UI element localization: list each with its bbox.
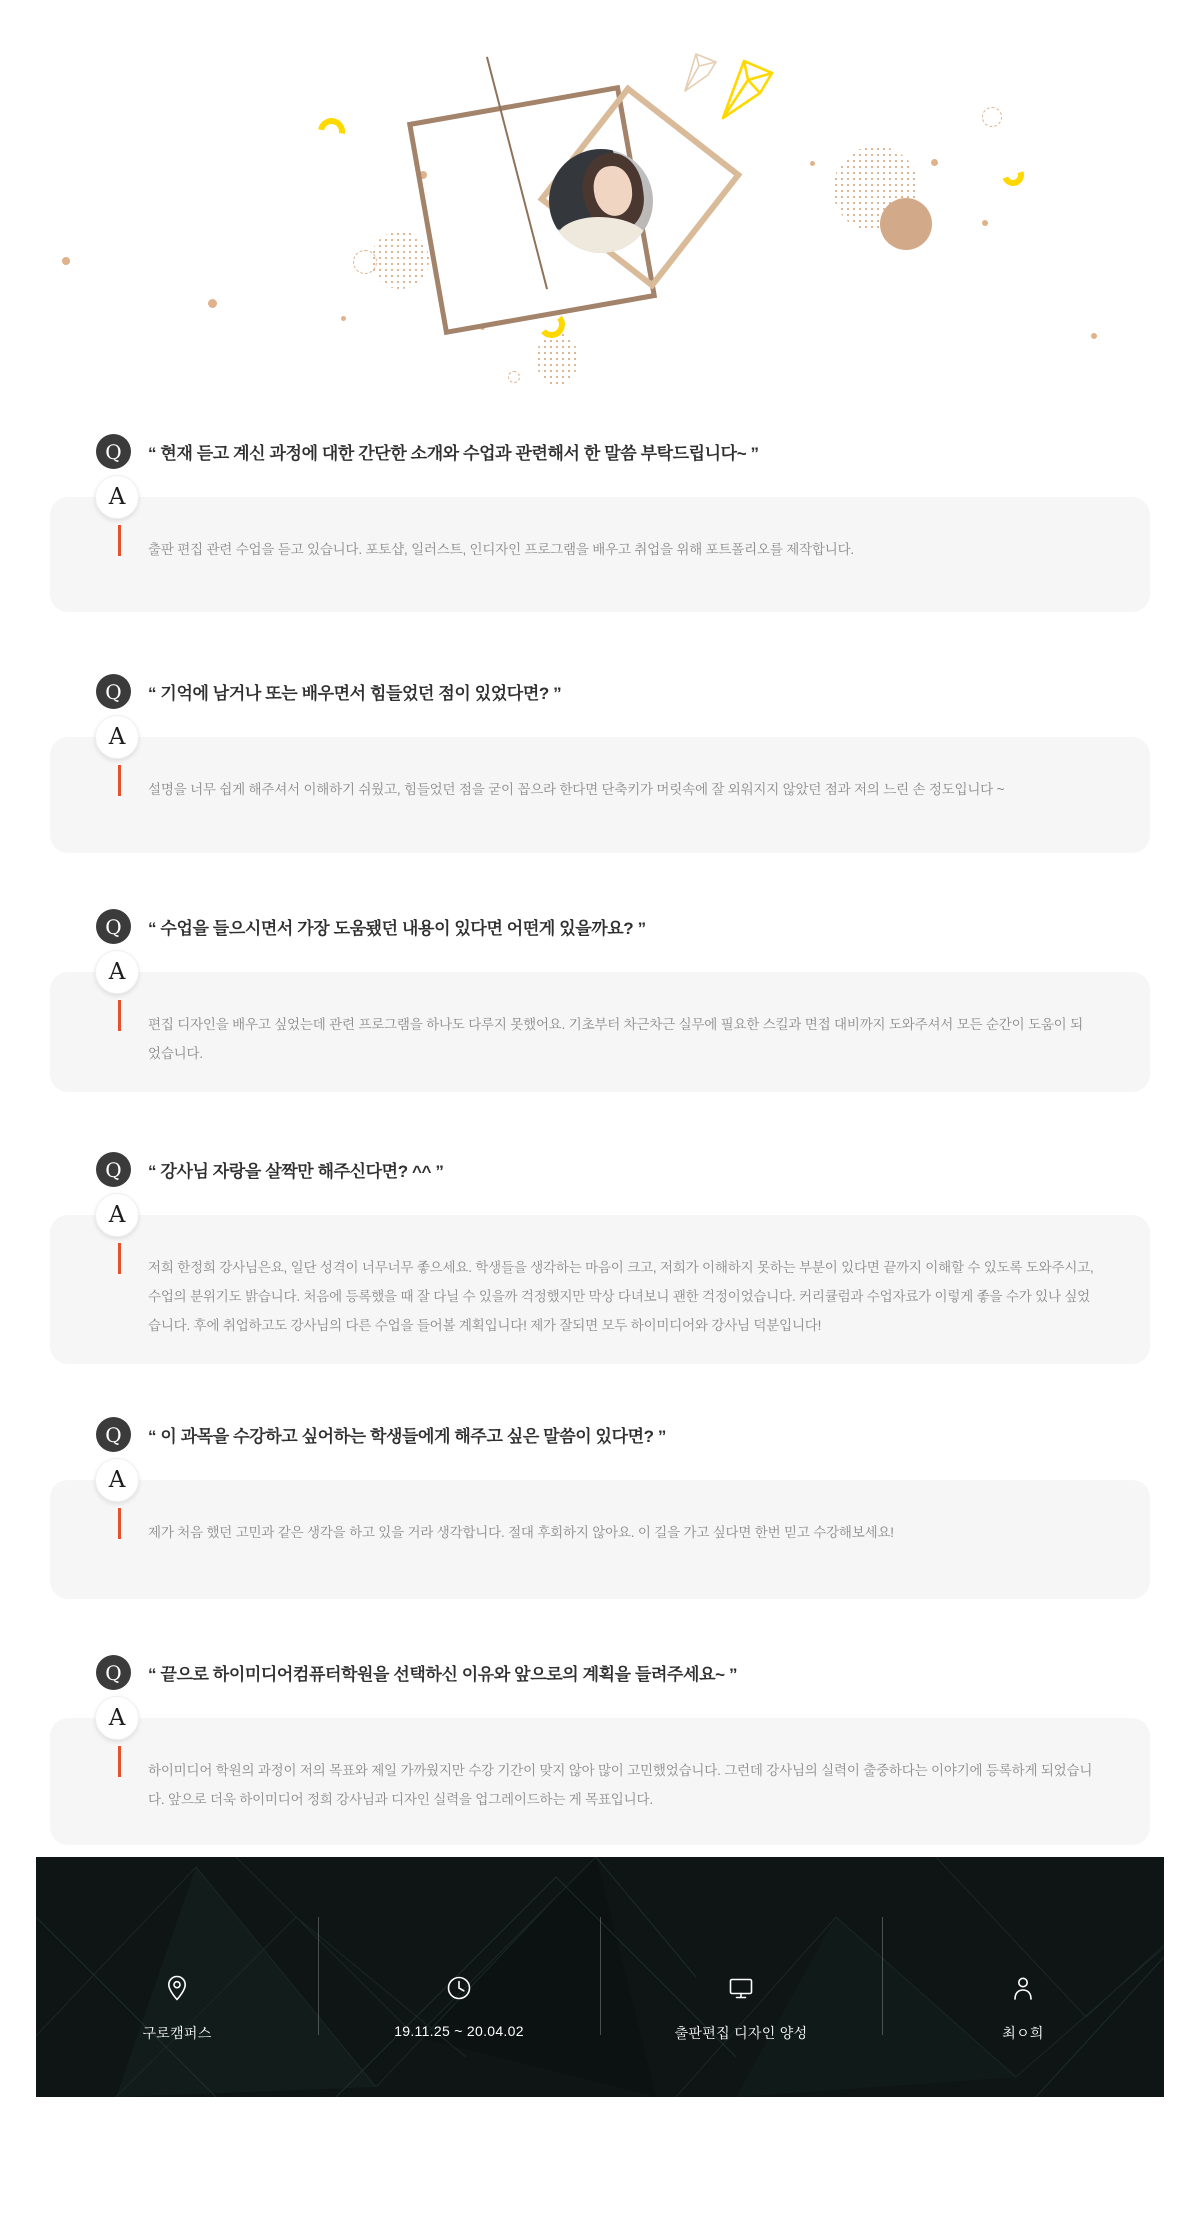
gem-outline-yellow-icon [718, 58, 776, 122]
question-badge: Q [96, 1152, 131, 1187]
answer-text: 하이미디어 학원의 과정이 저의 목표와 제일 가까웠지만 수강 기간이 맞지 않아 많이 고민했었습니다. 그런데 강사님의 실력이 출중하다는 이야기에 등록하게 되었습니다. 앞으로 더욱 하이미디어 정희 강사님과 디자인 실력을 업그레이드하는 게 목표입니다. [148, 1763, 1093, 1807]
qa-section [50, 909, 1150, 1092]
question-row [50, 1655, 1150, 1690]
answer-box [50, 959, 1150, 1092]
answer-text: 설명을 너무 쉽게 해주셔서 이해하기 쉬웠고, 힘들었던 점을 굳이 꼽으라 한다면 단축키가 머릿속에 잘 외워지지 않았던 점과 저의 느린 손 정도입니다 ~ [148, 782, 1005, 797]
answer-accent-bar [118, 1000, 121, 1031]
answer-badge: A [95, 1193, 139, 1237]
answer-badge: A [95, 715, 139, 759]
answer-text: 저희 한정희 강사님은요, 일단 성격이 너무너무 좋으세요. 학생들을 생각하는 마음이 크고, 저희가 이해하지 못하는 부분이 있다면 끝까지 이해할 수 있도록 도와주시고, 수업의 분위기도 밝습니다. 처음에 등록했을 때 잘 다닐 수 있을까 걱정했지만 막상 다녀보니 괜한 걱정이었습니다. 커리큘럼과 수업자료가 이렇게 좋을 수가 있나 싶었습니다. 후에 취업하고도 강사님의 다른 수업을 들어볼 계획입니다! 제가 잘되면 모두 하이미디어와 강사님 덕분입니다! [148, 1260, 1094, 1333]
answer-accent-bar [118, 1746, 121, 1777]
question-text: “ 현재 듣고 계신 과정에 대한 간단한 소개와 수업과 관련해서 한 말씀 부탁드립니다~ ” [148, 444, 759, 463]
question-row [50, 909, 1150, 944]
footer-label-student: 최ㅇ희 [1002, 2025, 1044, 2041]
decorative-header [0, 0, 1200, 420]
question-row [50, 1152, 1150, 1187]
answer-box [50, 1467, 1150, 1599]
answer-accent-bar [118, 765, 121, 796]
halftone-oval-decoration [536, 332, 578, 386]
question-badge: Q [96, 1417, 131, 1452]
footer-item-campus [36, 1973, 318, 2043]
question-row [50, 674, 1150, 709]
dot-decoration [982, 220, 988, 226]
gem-outline-tan-icon [682, 52, 718, 94]
solid-circle-decoration [880, 198, 932, 250]
footer-label-period: 19.11.25 ~ 20.04.02 [394, 2023, 524, 2039]
qa-section [50, 674, 1150, 853]
answer-badge: A [95, 950, 139, 994]
dot-decoration [208, 299, 217, 308]
answer-accent-bar [118, 1508, 121, 1539]
clock-icon [444, 1973, 474, 2003]
question-badge: Q [96, 434, 131, 469]
dashed-circle-decoration [982, 107, 1002, 127]
qa-section [50, 434, 1150, 612]
answer-badge: A [95, 475, 139, 519]
halftone-circle-decoration [371, 231, 429, 289]
answer-accent-bar [118, 525, 121, 556]
answer-accent-bar [118, 1243, 121, 1274]
answer-badge: A [95, 1458, 139, 1502]
footer-item-student [882, 1973, 1164, 2043]
answer-badge: A [95, 1696, 139, 1740]
dot-decoration [810, 161, 815, 166]
question-badge: Q [96, 909, 131, 944]
dot-decoration [1091, 333, 1097, 339]
answer-box [50, 1705, 1150, 1845]
answer-box [50, 724, 1150, 853]
monitor-icon [726, 1973, 756, 2003]
qa-section [50, 1417, 1150, 1599]
dashed-circle-decoration [508, 371, 520, 383]
question-row [50, 1417, 1150, 1452]
course-info-footer [36, 1857, 1164, 2097]
answer-box [50, 484, 1150, 612]
question-row [50, 434, 1150, 469]
dot-decoration [931, 159, 938, 166]
qa-section [50, 1655, 1150, 1845]
question-badge: Q [96, 674, 131, 709]
question-text: “ 강사님 자랑을 살짝만 해주신다면? ^^ ” [148, 1162, 444, 1181]
answer-box [50, 1202, 1150, 1364]
question-text: “ 이 과목을 수강하고 싶어하는 학생들에게 해주고 싶은 말씀이 있다면? ” [148, 1427, 667, 1446]
question-text: “ 기억에 남거나 또는 배우면서 힘들었던 점이 있었다면? ” [148, 684, 562, 703]
question-text: “ 수업을 들으시면서 가장 도움됐던 내용이 있다면 어떤게 있을까요? ” [148, 919, 646, 938]
dot-decoration [62, 257, 70, 265]
footer-item-period [318, 1973, 600, 2039]
person-icon [1008, 1973, 1038, 2003]
answer-text: 출판 편집 관련 수업을 듣고 있습니다. 포토샵, 일러스트, 인디자인 프로그램을 배우고 취업을 위해 포트폴리오를 제작합니다. [148, 542, 854, 557]
answer-text: 편집 디자인을 배우고 싶었는데 관련 프로그램을 하나도 다루지 못했어요. 기초부터 차근차근 실무에 필요한 스킬과 면접 대비까지 도와주셔서 모든 순간이 도움이 되었습니다. [148, 1017, 1083, 1061]
answer-text: 제가 처음 했던 고민과 같은 생각을 하고 있을 거라 생각합니다. 절대 후회하지 않아요. 이 길을 가고 싶다면 한번 믿고 수강해보세요! [148, 1525, 894, 1540]
student-photo [549, 149, 653, 253]
crescent-moon-icon [998, 160, 1027, 189]
question-text: “ 끝으로 하이미디어컴퓨터학원을 선택하신 이유와 앞으로의 계획을 들려주세요~ ” [148, 1665, 738, 1684]
footer-label-campus: 구로캠퍼스 [142, 2025, 212, 2041]
location-pin-icon [162, 1973, 192, 2003]
question-badge: Q [96, 1655, 131, 1690]
footer-item-course [600, 1973, 882, 2043]
crescent-moon-icon [313, 113, 351, 151]
footer-label-course: 출판편집 디자인 양성 [674, 2025, 808, 2041]
dot-decoration [341, 316, 346, 321]
qa-section [50, 1152, 1150, 1364]
